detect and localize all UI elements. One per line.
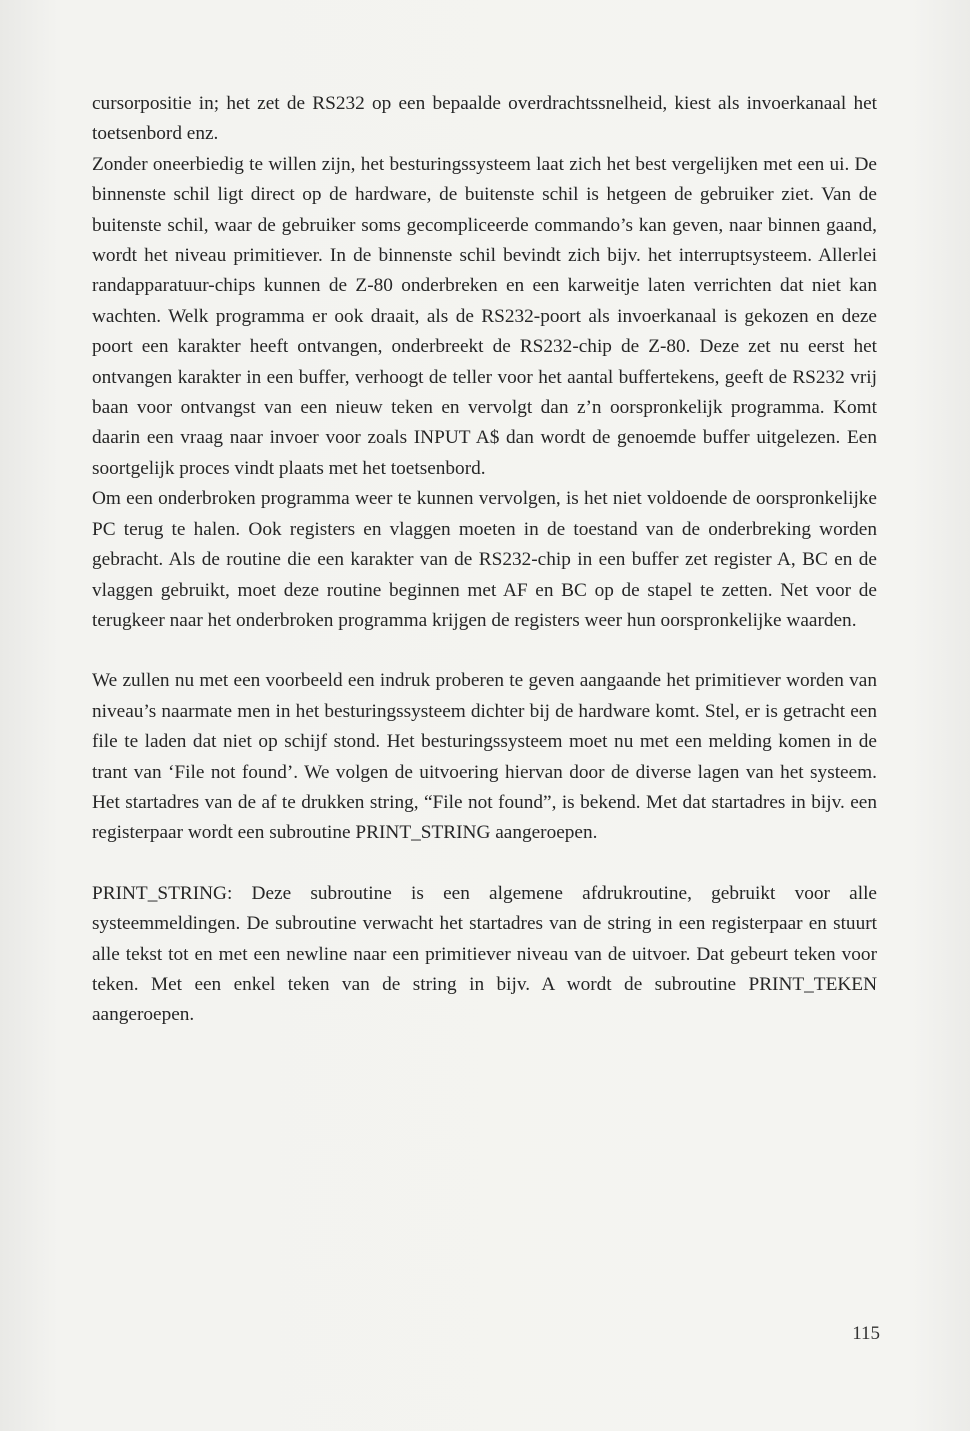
paragraph-1: cursorpositie in; het zet de RS232 op een bepaalde overdrachtssnelheid, kiest als invoerkanaal het toetsenbord enz. xyxy=(92,93,877,145)
paragraph-spacer xyxy=(92,636,877,666)
body-text xyxy=(92,89,877,1031)
page-number: 115 xyxy=(852,1323,880,1344)
paragraph-4: We zullen nu met een voorbeeld een indruk proberen te geven aangaande het primitiever worden van niveau’s naarmate men in het besturingssysteem dichter bij de hardware komt. Stel, er is getracht een file te laden dat niet op schijf stond. Het besturingssysteem moet nu met een melding komen in de trant van ‘File not found’. We volgen de uitvoering hiervan door de diverse lagen van het systeem. Het startadres van de af te drukken string, “File not found”, is bekend. Met dat startadres in bijv. een registerpaar wordt een subroutine PRINT_STRING aangeroepen. xyxy=(92,670,877,844)
paragraph-5: PRINT_STRING: Deze subroutine is een algemene afdrukroutine, gebruikt voor alle systeemmeldingen. De subroutine verwacht het startadres van de string in een registerpaar en stuurt alle tekst tot en met een newline naar een primitiever niveau van de uitvoer. Dat gebeurt teken voor teken. Met een enkel teken van de string in bijv. A wordt de subroutine PRINT_TEKEN aangeroepen. xyxy=(92,882,877,1026)
paragraph-spacer xyxy=(92,849,877,879)
paragraph-2: Zonder oneerbiedig te willen zijn, het besturingssysteem laat zich het best vergelijken met een ui. De binnenste schil ligt direct op de hardware, de buitenste schil is hetgeen de gebruiker ziet. Van de buitenste schil, waar de gebruiker soms gecompliceerde commando’s kan geven, naar binnen gaand, wordt het niveau primitiever. In de binnenste schil bevindt zich bijv. het interruptsysteem. Allerlei randapparatuur-chips kunnen de Z-80 onderbreken en een karweitje laten verrichten dat niet kan wachten. Welk programma er ook draait, als de RS232-poort als invoerkanaal is gekozen en deze poort een karakter heeft ontvangen, onderbreekt de RS232-chip de Z-80. Deze zet nu eerst het ontvangen karakter in een buffer, verhoogt de teller voor het aantal buffertekens, geeft de RS232 vrij baan voor ontvangst van een nieuw teken en vervolgt dan z’n oorspronkelijk programma. Komt daarin een vraag naar invoer voor zoals INPUT A$ dan wordt de genoemde buffer uitgelezen. Een soortgelijk proces vindt plaats met het toetsenbord. xyxy=(92,153,877,479)
paragraph-3: Om een onderbroken programma weer te kunnen vervolgen, is het niet voldoende de oorspronkelijke PC terug te halen. Ook registers en vlaggen moeten in de toestand van de onderbreking worden gebracht. Als de routine die een karakter van de RS232-chip in een buffer zet register A, BC en de vlaggen gebruikt, moet deze routine beginnen met AF en BC op de stapel te zetten. Net voor de terugkeer naar het onderbroken programma krijgen de registers weer hun oorspronkelijke waarden. xyxy=(92,488,877,631)
